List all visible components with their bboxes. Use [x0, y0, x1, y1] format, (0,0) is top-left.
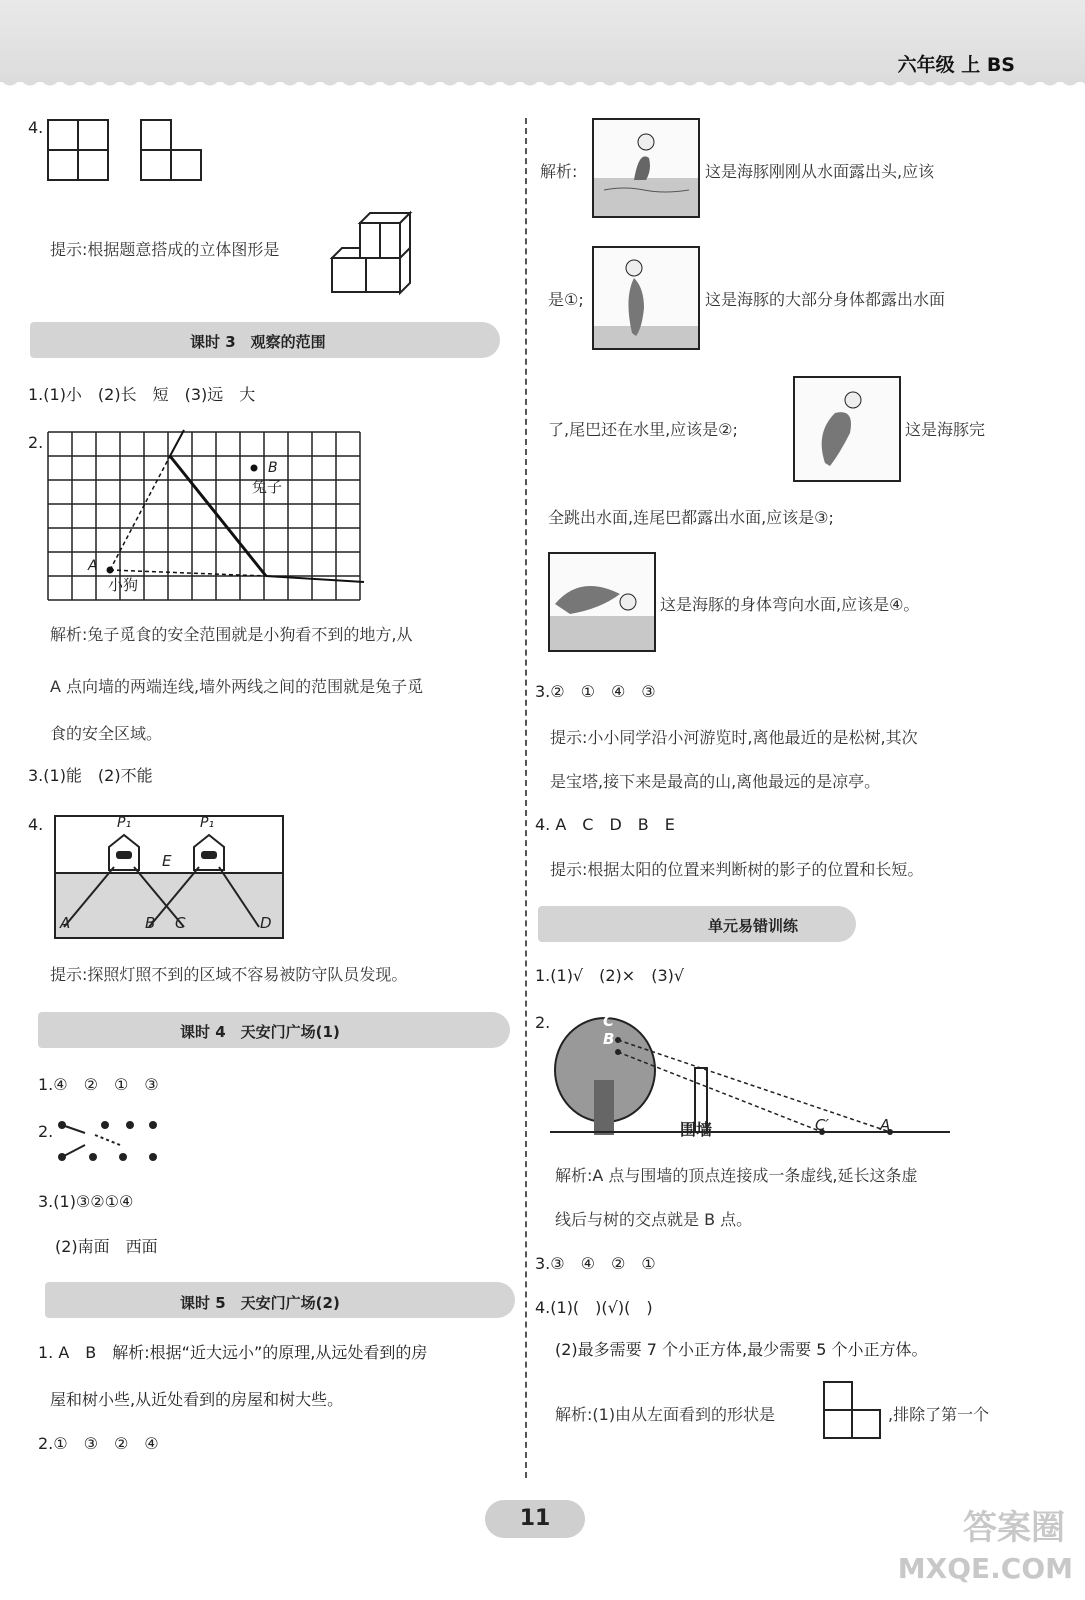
- s5-q1-b: 屋和树小些,从近处看到的房屋和树大些。: [50, 1390, 344, 1409]
- s3-q1: 1.(1)小 (2)长 短 (3)远 大: [28, 385, 256, 404]
- s3-q2-analysis-2: A 点向墙的两端连线,墙外两线之间的范围就是兔子觅: [50, 677, 424, 696]
- s4-q3-b: (2)南面 西面: [55, 1237, 158, 1256]
- fig-point-a: A: [60, 914, 71, 932]
- u-q2-analysis-1: 解析:A 点与围墙的顶点连接成一条虚线,延长这条虚: [555, 1166, 918, 1185]
- s3-q3: 3.(1)能 (2)不能: [28, 766, 153, 785]
- tree-point-c-prime: C′: [815, 1116, 829, 1134]
- analysis-line-3b: 这是海豚完: [905, 420, 986, 439]
- grid-dog-label: 小狗: [108, 576, 139, 594]
- r-q3-hint-1: 提示:小小同学沿小河游览时,离他最近的是松树,其次: [550, 728, 918, 747]
- searchlight-figure: [54, 815, 284, 940]
- q4-label: 4.: [28, 118, 44, 137]
- section-bar-unit: [538, 906, 856, 942]
- watermark-title: 答案圈: [963, 1508, 1065, 1548]
- dots-matching-figure: [55, 1115, 165, 1165]
- u-q3: 3.③ ④ ② ①: [535, 1254, 656, 1273]
- u-q2-analysis-2: 线后与树的交点就是 B 点。: [555, 1210, 753, 1229]
- left-view-shape-figure: [822, 1380, 884, 1442]
- s3-q2-analysis-1: 解析:兔子觅食的安全范围就是小狗看不到的地方,从: [50, 625, 413, 644]
- s4-q3-a: 3.(1)③②①④: [38, 1192, 134, 1211]
- u-q4-analysis: 解析:(1)由从左面看到的形状是: [555, 1405, 776, 1424]
- r-q4-hint: 提示:根据太阳的位置来判断树的影子的位置和长短。: [550, 860, 924, 879]
- u-q2-label: 2.: [535, 1013, 551, 1032]
- section-title-lesson3: 课时 3 观察的范围: [190, 333, 326, 351]
- q4-squares-figure: [46, 118, 206, 180]
- u-q4-b: (2)最多需要 7 个小正方体,最少需要 5 个小正方体。: [555, 1340, 928, 1359]
- s3-q2-analysis-3: 食的安全区域。: [50, 724, 163, 743]
- dolphin-picture-1: [592, 118, 700, 218]
- fig-point-c: C: [175, 914, 186, 932]
- wall-label: 围墙: [680, 1120, 713, 1139]
- tree-point-a: A: [880, 1116, 891, 1134]
- analysis-line-4: 全跳出水面,连尾巴都露出水面,应该是③;: [548, 508, 834, 527]
- grid-point-b: B: [268, 460, 278, 476]
- s3-q4-hint: 提示:探照灯照不到的区域不容易被防守队员发现。: [50, 965, 408, 984]
- fig-p1-left: P₁: [117, 815, 132, 831]
- r-q4: 4. A C D B E: [535, 815, 675, 834]
- s4-q2-label: 2.: [38, 1122, 54, 1141]
- analysis-line-3a: 了,尾巴还在水里,应该是②;: [548, 420, 738, 439]
- section-title-unit: 单元易错训练: [708, 917, 799, 935]
- s3-q4-label: 4.: [28, 815, 44, 834]
- analysis-line-2a: 是①;: [548, 290, 584, 309]
- analysis-line-2b: 这是海豚的大部分身体都露出水面: [705, 290, 946, 309]
- q4-cube-figure: [330, 208, 420, 294]
- q4-hint: 提示:根据题意搭成的立体图形是: [50, 240, 280, 259]
- s4-q1: 1.④ ② ① ③: [38, 1075, 159, 1094]
- u-q4-analysis-tail: ,排除了第一个: [888, 1405, 990, 1424]
- dolphin-picture-3: [793, 376, 901, 482]
- dolphin-picture-2: [592, 246, 700, 350]
- grid-point-a: A: [88, 558, 98, 574]
- watermark-url: MXQE.COM: [897, 1552, 1073, 1585]
- u-q1: 1.(1)√ (2)× (3)√: [535, 966, 685, 985]
- u-q4-a: 4.(1)( )(√)( ): [535, 1298, 653, 1317]
- fig-p1-right: P₁: [200, 815, 215, 831]
- fig-point-b: B: [145, 914, 156, 932]
- tree-point-c: C: [603, 1012, 615, 1030]
- dolphin-picture-4: [548, 552, 656, 652]
- s3-q2-label: 2.: [28, 433, 44, 452]
- r-q3: 3.② ① ④ ③: [535, 682, 656, 701]
- section-title-lesson5: 课时 5 天安门广场(2): [180, 1294, 340, 1312]
- column-divider: [525, 118, 527, 1478]
- fig-point-d: D: [260, 914, 272, 932]
- s5-q2: 2.① ③ ② ④: [38, 1434, 159, 1453]
- analysis-line-5: 这是海豚的身体弯向水面,应该是④。: [660, 595, 920, 614]
- grade-label: 六年级 上 BS: [897, 54, 1015, 76]
- analysis-line-1: 这是海豚刚刚从水面露出头,应该: [705, 162, 935, 181]
- analysis-label: 解析:: [540, 162, 578, 181]
- s5-q1-a: 1. A B 解析:根据“近大远小”的原理,从远处看到的房: [38, 1343, 428, 1362]
- tree-point-b: B: [603, 1030, 615, 1048]
- page-number: 11: [519, 1506, 551, 1531]
- r-q3-hint-2: 是宝塔,接下来是最高的山,离他最远的是凉亭。: [550, 772, 881, 791]
- grid-rabbit-label: 兔子: [252, 478, 283, 496]
- section-title-lesson4: 课时 4 天安门广场(1): [180, 1023, 340, 1041]
- fig-point-e: E: [162, 852, 172, 870]
- grid-figure: [48, 432, 368, 600]
